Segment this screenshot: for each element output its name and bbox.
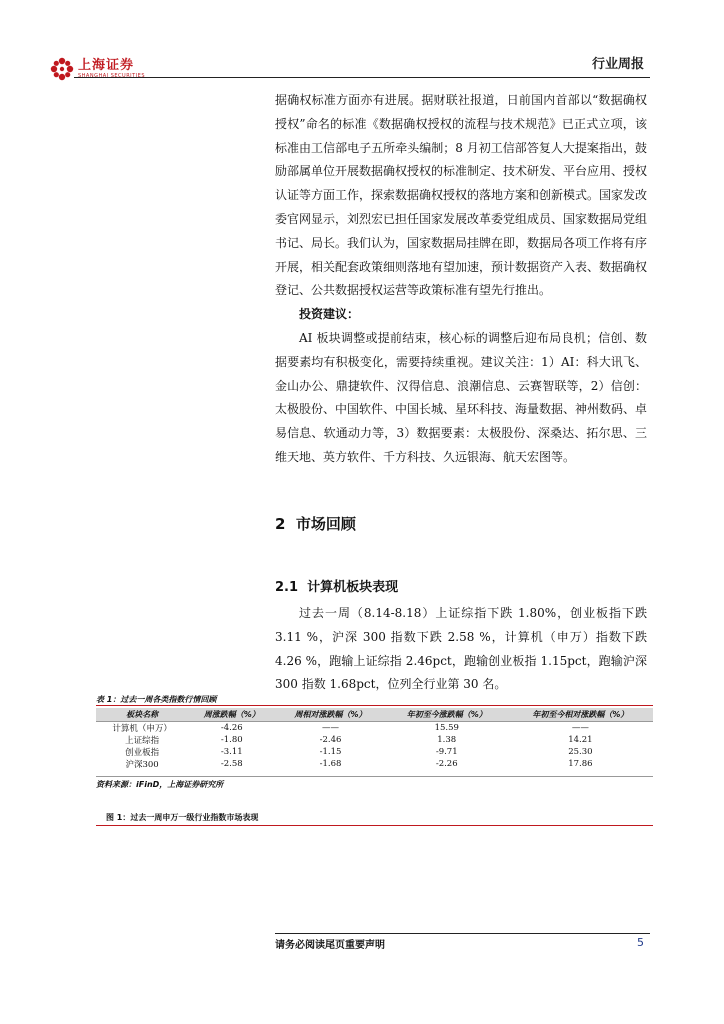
logo-name-cn: 上海证券 xyxy=(78,58,135,73)
table-cell: 1.38 xyxy=(437,735,457,745)
logo-name-en: SHANGHAI SECURITIES xyxy=(78,73,146,79)
table-header-row xyxy=(96,708,653,722)
table-cell: -1.68 xyxy=(319,759,342,769)
page-number: 5 xyxy=(637,936,644,949)
figure-1-title: 图 1：过去一周申万一级行业指数市场表现 xyxy=(106,813,259,822)
table-row xyxy=(96,746,653,758)
table-bottom-rule xyxy=(96,776,653,777)
footer-divider xyxy=(275,933,650,934)
table-cell: -2.26 xyxy=(435,759,458,769)
section-2-1-heading xyxy=(275,576,398,595)
investment-advice-heading: 投资建议： xyxy=(299,307,360,322)
section-2-number: 2 xyxy=(275,515,286,533)
figure-top-rule xyxy=(96,825,653,826)
table-source-note: 资料来源：iFinD，上海证券研究所 xyxy=(96,780,224,789)
table-cell: -4.26 xyxy=(220,723,243,733)
table-header-cell: 年初至今相对涨跌幅（%） xyxy=(508,708,653,722)
section-2-heading xyxy=(275,513,356,534)
company-logo xyxy=(50,56,145,82)
paragraph-investment-advice: AI 板块调整或提前结束，核心标的调整后迎布局良机；信创、数据要素均有积极变化，需要持续重视。建议关注：1）AI：科大讯飞、金山办公、鼎捷软件、汉得信息、浪潮信息、云赛智联等，2）信创：太极股份、中国软件、中国长城、星环科技、海量数据、神州数码、卓易信息、软通动力等，3）数据要素：太极股份、深桑达、拓尔思、三维天地、英方软件、千方科技、久远银海、航天宏图等。 xyxy=(275,330,648,464)
paragraph-data-rights: 据确权标准方面亦有进展。据财联社报道，日前国内首部以“数据确权授权”命名的标准《数据确权授权的流程与技术规范》已正式立项，该标准由工信部电子五所牵头编制；8 月初工信部答复人大提案指出，鼓励部属单位开展数据确权授权的标准制定、技术研发、平台应用、授权认证等方面工作，探索数据确权授权的落地方案和创新模式。国家发改委官网显示，刘烈宏已担任国家发展改革委党组成员、国家数据局党组书记、局长。我们认为，国家数据局挂牌在即，数据局各项工作将有序开展，相关配套政策细则落地有望加速，预计数据资产入表、数据确权登记、公共数据授权运营等政策标准有望先行推出。 xyxy=(275,93,648,298)
table-top-rule xyxy=(96,705,653,706)
index-performance-table xyxy=(96,708,653,770)
table-cell: -1.15 xyxy=(319,747,342,757)
table-cell: 上证综指 xyxy=(125,736,160,746)
table-cell: 创业板指 xyxy=(125,748,160,758)
table-cell: —— xyxy=(322,723,340,733)
body-text-block xyxy=(275,89,647,470)
table-cell: -2.46 xyxy=(319,735,342,745)
table-cell: -3.11 xyxy=(220,747,243,757)
table-cell: 沪深300 xyxy=(125,760,159,770)
table-row xyxy=(96,722,653,735)
table-cell: -9.71 xyxy=(435,747,458,757)
report-type-label: 行业周报 xyxy=(591,57,644,72)
table-1-title: 表 1：过去一周各类指数行情回顾 xyxy=(96,695,217,704)
table-cell: —— xyxy=(571,723,589,733)
footer-disclaimer: 请务必阅读尾页重要声明 xyxy=(275,940,385,951)
paragraph-weekly-performance: 过去一周（8.14-8.18）上证综指下跌 1.80%，创业板指下跌 3.11 %，沪深 300 指数下跌 2.58 %，计算机（申万）指数下跌 4.26 %，跑输上证综指 2.46pct，跑输创业板指 1.15pct，跑输沪深 300 指数 1.68pct，位列全行业第 30 名。 xyxy=(275,606,647,692)
table-header-cell: 板块名称 xyxy=(96,708,188,722)
header-divider xyxy=(74,77,650,78)
table-cell: -2.58 xyxy=(220,759,243,769)
table-cell: 14.21 xyxy=(568,735,593,745)
table-cell: 17.86 xyxy=(568,759,593,769)
section-2-1-title: 计算机板块表现 xyxy=(307,580,399,595)
section-2-1-number: 2.1 xyxy=(275,580,299,595)
table-cell: -1.80 xyxy=(220,735,243,745)
table-cell: 15.59 xyxy=(434,723,459,733)
section-2-title: 市场回顾 xyxy=(295,515,356,533)
section-2-1-body xyxy=(275,602,647,697)
table-header-cell: 周涨跌幅（%） xyxy=(188,708,275,722)
table-cell: 25.30 xyxy=(568,747,593,757)
table-header-cell: 年初至今涨跌幅（%） xyxy=(386,708,508,722)
table-header-cell: 周相对涨跌幅（%） xyxy=(275,708,385,722)
table-row xyxy=(96,734,653,746)
table-cell: 计算机（申万） xyxy=(112,724,172,734)
table-row xyxy=(96,758,653,770)
logo-emblem-icon xyxy=(50,57,74,81)
